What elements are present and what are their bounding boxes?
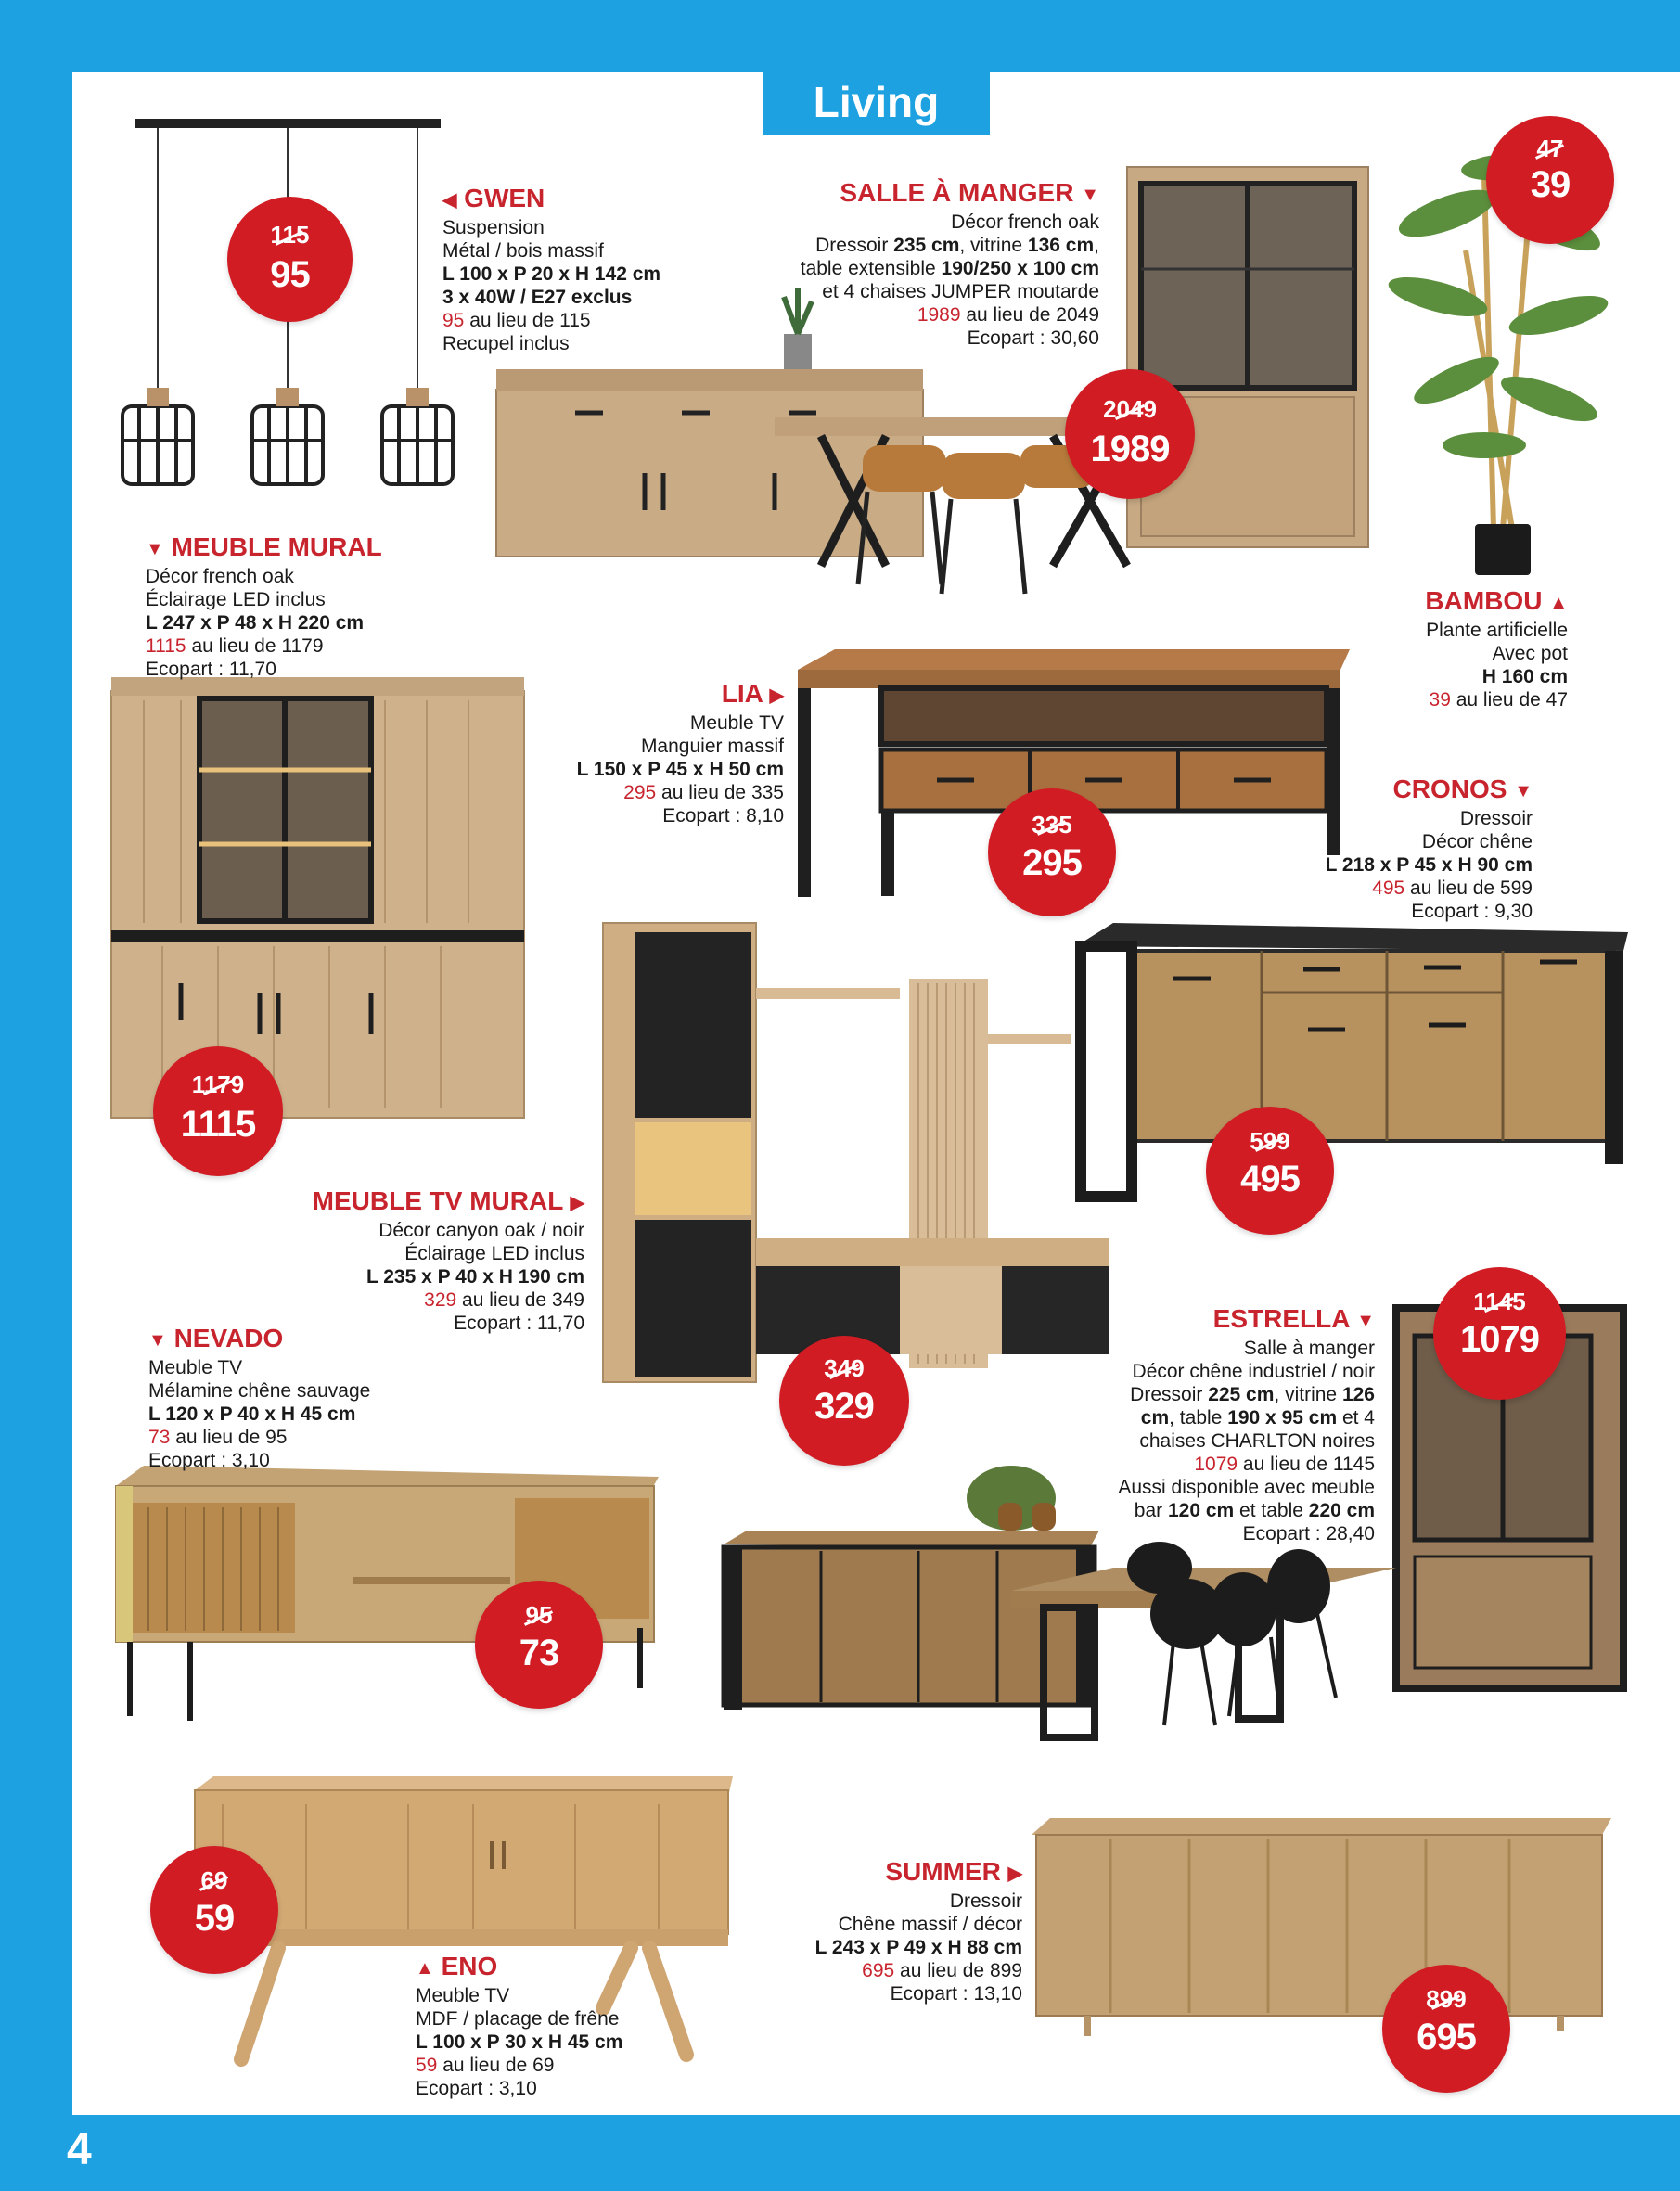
summer-title: [761, 1857, 1022, 1889]
gwen-info: [442, 184, 749, 355]
nevado-new-price: 73: [519, 1633, 559, 1673]
salle-line-4: et 4 chaises JUMPER moutarde: [822, 280, 1099, 302]
page-number: 4: [67, 2125, 92, 2174]
eno-line-2: MDF / placage de frêne: [416, 2007, 620, 2030]
salle-line-2: Dressoir 235 cm, vitrine 136 cm,: [815, 234, 1099, 256]
meuble-mural-dims: L 247 x P 48 x H 220 cm: [146, 611, 365, 634]
meuble-tv-mural-name: MEUBLE TV MURAL: [312, 1186, 563, 1215]
summer-dims: L 243 x P 49 x H 88 cm: [814, 1936, 1022, 1958]
meuble-mural-info: [146, 532, 452, 681]
salle-title: [724, 178, 1099, 210]
eno-name: ENO: [441, 1952, 498, 1980]
estrella-line-2: Décor chêne industriel / noir: [1132, 1360, 1375, 1382]
lia-new-price: 295: [1022, 842, 1082, 883]
gwen-price-badge: [227, 197, 353, 322]
gwen-price-line: 95 au lieu de 115: [442, 309, 591, 331]
cronos-info: [1271, 775, 1533, 923]
gwen-title: [442, 184, 749, 215]
estrella-line-3: Dressoir 225 cm, vitrine 126: [1130, 1383, 1375, 1405]
eno-dims: L 100 x P 30 x H 45 cm: [416, 2031, 623, 2053]
summer-price-badge: [1382, 1965, 1510, 2093]
cronos-ecopart: Ecopart : 9,30: [1411, 900, 1533, 922]
gwen-line-2: Métal / bois massif: [442, 239, 604, 262]
nevado-ecopart: Ecopart : 3,10: [148, 1449, 270, 1471]
gwen-dims: L 100 x P 20 x H 142 cm: [442, 263, 661, 285]
eno-price-line: 59 au lieu de 69: [416, 2054, 555, 2076]
estrella-ecopart: Ecopart : 28,40: [1242, 1522, 1375, 1544]
eno-info: [416, 1952, 694, 2100]
nevado-old-price: 95: [475, 1601, 603, 1630]
lia-title: [533, 679, 784, 711]
estrella-line-5: chaises CHARLTON noires: [1139, 1429, 1375, 1452]
nevado-dims: L 120 x P 40 x H 45 cm: [148, 1403, 356, 1425]
estrella-title: [1058, 1304, 1375, 1336]
gwen-line-1: Suspension: [442, 216, 545, 238]
meuble-mural-old-price: 1179: [153, 1070, 283, 1099]
summer-ecopart: Ecopart : 13,10: [890, 1982, 1022, 2005]
estrella-line-1: Salle à manger: [1243, 1337, 1375, 1359]
cronos-new-price: 495: [1240, 1159, 1300, 1199]
meuble-tv-mural-line-1: Décor canyon oak / noir: [378, 1219, 584, 1241]
lia-price-badge: [988, 788, 1116, 916]
salle-name: SALLE À MANGER: [840, 178, 1074, 207]
bambou-title: [1336, 586, 1568, 618]
gwen-ecopart: Recupel inclus: [442, 332, 570, 354]
summer-price-line: 695 au lieu de 899: [862, 1959, 1022, 1981]
salle-price-line: 1989 au lieu de 2049: [917, 303, 1099, 326]
meuble-mural-line-2: Éclairage LED inclus: [146, 588, 326, 610]
summer-new-price: 695: [1417, 2017, 1476, 2057]
meuble-mural-image: [107, 673, 529, 1127]
triangle-up-icon: ▲: [416, 1957, 434, 1979]
triangle-left-icon: ◀: [442, 189, 457, 211]
gwen-new-price: 95: [270, 254, 310, 295]
triangle-down-icon: ▼: [148, 1329, 167, 1351]
bambou-name: BAMBOU: [1425, 586, 1543, 615]
cronos-line-1: Dressoir: [1459, 807, 1533, 829]
salle-new-price: 1989: [1090, 429, 1170, 469]
eno-ecopart: Ecopart : 3,10: [416, 2077, 537, 2099]
triangle-down-icon: ▼: [146, 538, 164, 559]
estrella-line-7: Aussi disponible avec meuble: [1118, 1476, 1375, 1498]
nevado-info: [148, 1324, 455, 1472]
cronos-price-badge: [1206, 1107, 1334, 1235]
lia-info: [533, 679, 784, 827]
triangle-down-icon: ▼: [1081, 184, 1099, 205]
estrella-price-line: 1079 au lieu de 1145: [1194, 1453, 1375, 1475]
nevado-name: NEVADO: [173, 1324, 284, 1352]
bambou-price-badge: [1486, 116, 1614, 244]
gwen-old-price: 115: [227, 221, 353, 250]
meuble-mural-name: MEUBLE MURAL: [171, 532, 382, 561]
meuble-tv-mural-ecopart: Ecopart : 11,70: [454, 1312, 584, 1334]
section-tab: Living: [763, 72, 990, 135]
bambou-line-2: Avec pot: [1492, 642, 1568, 664]
lia-dims: L 150 x P 45 x H 50 cm: [576, 758, 784, 780]
meuble-tv-mural-old-price: 349: [779, 1354, 909, 1383]
triangle-down-icon: ▼: [1514, 780, 1533, 801]
bambou-info: [1336, 586, 1568, 711]
meuble-mural-price-line: 1115 au lieu de 1179: [146, 634, 324, 657]
meuble-tv-mural-price-badge: [779, 1336, 909, 1466]
bambou-dims: H 160 cm: [1481, 665, 1568, 687]
bambou-price-line: 39 au lieu de 47: [1429, 688, 1568, 711]
nevado-price-badge: [475, 1581, 603, 1709]
eno-line-1: Meuble TV: [416, 1984, 510, 2006]
nevado-price-line: 73 au lieu de 95: [148, 1426, 288, 1448]
summer-line-1: Dressoir: [949, 1890, 1022, 1912]
meuble-mural-ecopart: Ecopart : 11,70: [146, 658, 276, 680]
salle-price-badge: [1065, 369, 1195, 499]
salle-line-3: table extensible 190/250 x 100 cm: [800, 257, 1099, 279]
salle-line-1: Décor french oak: [951, 211, 1099, 233]
meuble-tv-mural-new-price: 329: [814, 1386, 874, 1427]
bambou-line-1: Plante artificielle: [1426, 619, 1568, 641]
estrella-name: ESTRELLA: [1212, 1304, 1350, 1333]
meuble-tv-mural-line-2: Éclairage LED inclus: [404, 1242, 584, 1264]
lia-ecopart: Ecopart : 8,10: [662, 804, 784, 826]
meuble-mural-line-1: Décor french oak: [146, 565, 294, 587]
eno-title: [416, 1952, 694, 1983]
meuble-mural-price-badge: [153, 1046, 283, 1176]
meuble-tv-mural-dims: L 235 x P 40 x H 190 cm: [365, 1265, 584, 1288]
gwen-name: GWEN: [464, 184, 545, 212]
summer-info: [761, 1857, 1022, 2005]
estrella-old-price: 1145: [1433, 1288, 1566, 1316]
meuble-tv-mural-price-line: 329 au lieu de 349: [424, 1288, 584, 1311]
eno-price-badge: [150, 1846, 278, 1974]
nevado-line-1: Meuble TV: [148, 1356, 243, 1378]
lia-line-2: Manguier massif: [640, 735, 784, 757]
bambou-old-price: 47: [1486, 135, 1614, 163]
summer-dressoir-image: [1032, 1818, 1611, 2041]
cronos-line-2: Décor chêne: [1421, 830, 1533, 852]
salle-info: [724, 178, 1099, 350]
estrella-line-8: bar 120 cm et table 220 cm: [1134, 1499, 1375, 1521]
nevado-line-2: Mélamine chêne sauvage: [148, 1379, 371, 1402]
cronos-old-price: 599: [1206, 1127, 1334, 1156]
cronos-price-line: 495 au lieu de 599: [1372, 877, 1533, 899]
salle-ecopart: Ecopart : 30,60: [967, 327, 1099, 349]
eno-new-price: 59: [194, 1898, 235, 1939]
bambou-new-price: 39: [1530, 164, 1571, 205]
triangle-down-icon: ▼: [1356, 1310, 1375, 1331]
eno-old-price: 69: [150, 1866, 278, 1895]
meuble-tv-mural-title: [297, 1186, 584, 1218]
summer-old-price: 899: [1382, 1985, 1510, 2014]
gwen-extra: 3 x 40W / E27 exclus: [442, 286, 633, 308]
cronos-dims: L 218 x P 45 x H 90 cm: [1325, 853, 1533, 876]
summer-line-2: Chêne massif / décor: [838, 1913, 1022, 1935]
lia-price-line: 295 au lieu de 335: [623, 781, 784, 803]
meuble-mural-title: [146, 532, 452, 564]
estrella-info: [1058, 1304, 1375, 1545]
lia-old-price: 335: [988, 811, 1116, 839]
salle-old-price: 2049: [1065, 395, 1195, 424]
summer-name: SUMMER: [885, 1857, 1001, 1886]
triangle-right-icon: ▶: [570, 1192, 584, 1213]
estrella-price-badge: [1433, 1267, 1566, 1400]
triangle-up-icon: ▲: [1549, 592, 1568, 613]
triangle-right-icon: ▶: [1007, 1863, 1022, 1884]
triangle-right-icon: ▶: [769, 685, 784, 706]
cronos-dressoir-image: [1076, 923, 1628, 1206]
cronos-name: CRONOS: [1392, 775, 1507, 803]
lia-name: LIA: [721, 679, 763, 708]
meuble-tv-mural-info: [297, 1186, 584, 1335]
lia-line-1: Meuble TV: [689, 711, 784, 734]
meuble-mural-new-price: 1115: [180, 1104, 256, 1145]
estrella-new-price: 1079: [1460, 1319, 1539, 1360]
nevado-title: [148, 1324, 455, 1355]
estrella-line-4: cm, table 190 x 95 cm et 4: [1140, 1406, 1375, 1429]
cronos-title: [1271, 775, 1533, 806]
